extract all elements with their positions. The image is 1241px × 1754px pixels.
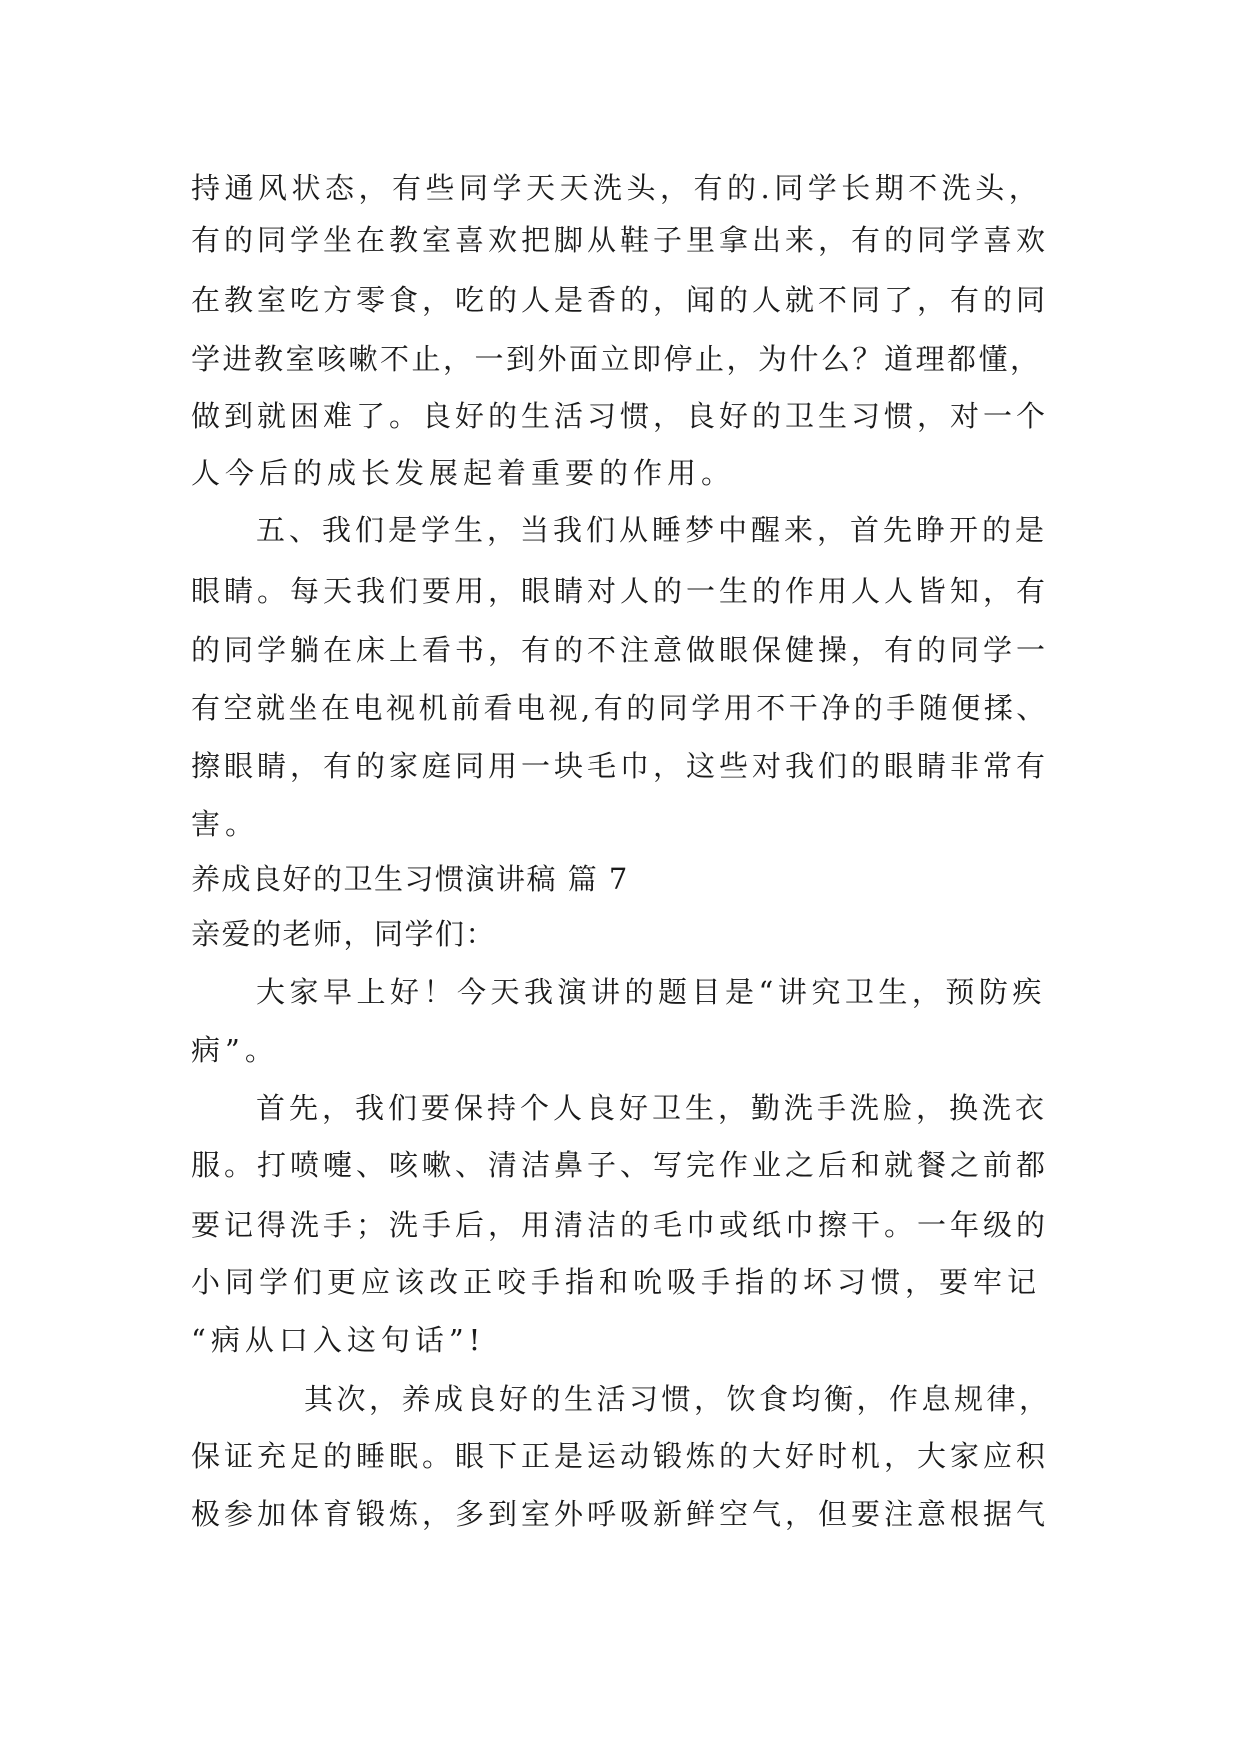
paragraph-line: 五、我们是学生，当我们从睡梦中醒来，首先睁开的是 bbox=[256, 513, 1049, 547]
paragraph-line: 的同学躺在床上看书，有的不注意做眼保健操，有的同学一 bbox=[191, 633, 1050, 667]
paragraph-line: 要记得洗手；洗手后，用清洁的毛巾或纸巾擦干。一年级的 bbox=[191, 1208, 1050, 1242]
salutation: 亲爱的老师，同学们： bbox=[191, 917, 497, 951]
paragraph-line: 有的同学坐在教室喜欢把脚从鞋子里拿出来，有的同学喜欢 bbox=[191, 223, 1050, 257]
paragraph-line: 眼睛。每天我们要用，眼睛对人的一生的作用人人皆知，有 bbox=[191, 574, 1050, 608]
paragraph-line: 服。打喷嚏、咳嗽、清洁鼻子、写完作业之后和就餐之前都 bbox=[191, 1148, 1050, 1182]
paragraph-line: 小同学们更应该改正咬手指和吮吸手指的坏习惯，要牢记 bbox=[191, 1265, 1042, 1299]
paragraph-line: 在教室吃方零食，吃的人是香的，闻的人就不同了，有的同 bbox=[191, 283, 1050, 317]
paragraph-line: 有空就坐在电视机前看电视,有的同学用不干净的手随便揉、 bbox=[191, 691, 1049, 725]
section-heading: 养成良好的卫生习惯演讲稿 篇 7 bbox=[191, 862, 629, 896]
paragraph-line: 保证充足的睡眠。眼下正是运动锻炼的大好时机，大家应积 bbox=[191, 1439, 1050, 1473]
paragraph-line: 大家早上好！今天我演讲的题目是“讲究卫生，预防疾 bbox=[256, 975, 1046, 1009]
paragraph-line: 擦眼睛，有的家庭同用一块毛巾，这些对我们的眼睛非常有 bbox=[191, 749, 1050, 783]
paragraph-line: 极参加体育锻炼，多到室外呼吸新鲜空气，但要注意根据气 bbox=[191, 1497, 1050, 1531]
paragraph-line: 学进教室咳嗽不止，一到外面立即停止，为什么？道理都懂， bbox=[191, 342, 1042, 376]
paragraph-line: “病从口入这句话”! bbox=[191, 1323, 486, 1357]
paragraph-line: 人今后的成长发展起着重要的作用。 bbox=[191, 456, 736, 490]
paragraph-line: 病”。 bbox=[191, 1033, 279, 1067]
paragraph-line: 做到就困难了。良好的生活习惯，良好的卫生习惯，对一个 bbox=[191, 399, 1050, 433]
paragraph-line: 持通风状态，有些同学天天洗头，有的.同学长期不洗头， bbox=[191, 171, 1043, 205]
paragraph-line: 害。 bbox=[191, 807, 260, 841]
paragraph-line: 首先，我们要保持个人良好卫生，勤洗手洗脸，换洗衣 bbox=[256, 1091, 1049, 1125]
paragraph-line: 其次，养成良好的生活习惯，饮食均衡，作息规律， bbox=[304, 1382, 1052, 1416]
